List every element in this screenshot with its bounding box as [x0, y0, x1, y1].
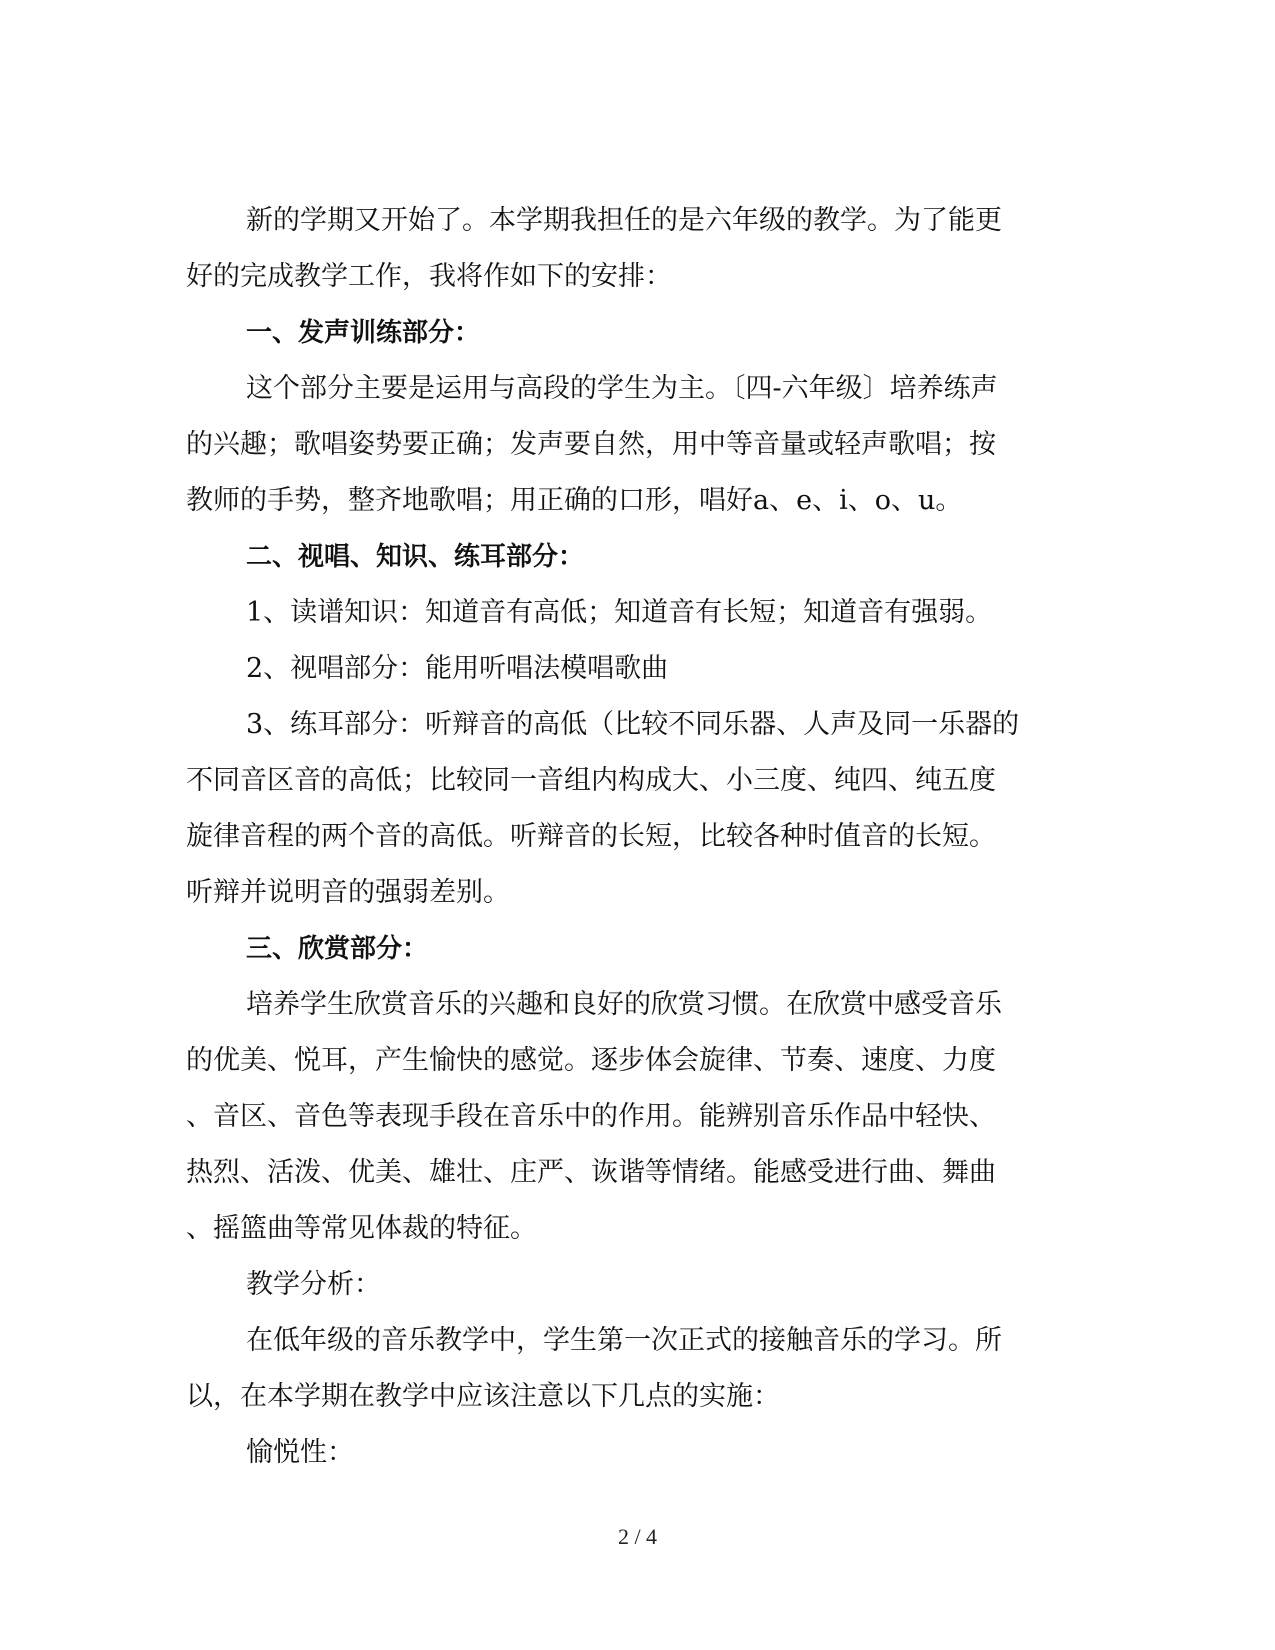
- section-heading-appreciation: 三、欣赏部分：: [246, 934, 429, 964]
- paragraph-line: 这个部分主要是运用与高段的学生为主。〔四-六年级〕培养练声: [246, 373, 998, 404]
- paragraph-line: 以，在本学期在教学中应该注意以下几点的实施：: [186, 1381, 780, 1412]
- paragraph-line: 热烈、活泼、优美、雄壮、庄严、诙谐等情绪。能感受进行曲、舞曲: [186, 1157, 996, 1188]
- list-item: 1、读谱知识：知道音有高低；知道音有长短；知道音有强弱。: [246, 597, 993, 628]
- paragraph-line: 不同音区音的高低；比较同一音组内构成大、小三度、纯四、纯五度: [186, 765, 996, 796]
- section-heading-sight-singing: 二、视唱、知识、练耳部分：: [246, 542, 585, 572]
- subheading-enjoyment: 愉悦性：: [246, 1437, 354, 1468]
- paragraph-line: 旋律音程的两个音的高低。听辩音的长短，比较各种时值音的长短。: [186, 821, 996, 852]
- paragraph-line: 好的完成教学工作，我将作如下的安排：: [186, 261, 672, 292]
- list-item: 2、视唱部分：能用听唱法模唱歌曲: [246, 653, 669, 684]
- paragraph-line: 在低年级的音乐教学中，学生第一次正式的接触音乐的学习。所: [246, 1325, 1002, 1356]
- paragraph-line: 的优美、悦耳，产生愉快的感觉。逐步体会旋律、节奏、速度、力度: [186, 1045, 996, 1076]
- document-body: [186, 193, 1086, 1481]
- paragraph-line: 、音区、音色等表现手段在音乐中的作用。能辨别音乐作品中轻快、: [186, 1101, 996, 1132]
- subheading-teaching-analysis: 教学分析：: [246, 1269, 381, 1300]
- list-item: 3、练耳部分：听辩音的高低（比较不同乐器、人声及同一乐器的: [246, 709, 1020, 740]
- paragraph-line: 培养学生欣赏音乐的兴趣和良好的欣赏习惯。在欣赏中感受音乐: [246, 989, 1002, 1020]
- paragraph-line: 的兴趣；歌唱姿势要正确；发声要自然，用中等音量或轻声歌唱；按: [186, 429, 996, 460]
- paragraph-line: 教师的手势，整齐地歌唱；用正确的口形，唱好a、e、i、o、u。: [186, 485, 963, 516]
- paragraph-line: 新的学期又开始了。本学期我担任的是六年级的教学。为了能更: [246, 205, 1002, 236]
- section-heading-vocal-training: 一、发声训练部分：: [246, 318, 481, 348]
- page-number: 2 / 4: [617, 1524, 658, 1549]
- paragraph-line: 听辩并说明音的强弱差别。: [186, 877, 510, 908]
- paragraph-line: 、摇篮曲等常见体裁的特征。: [186, 1213, 537, 1244]
